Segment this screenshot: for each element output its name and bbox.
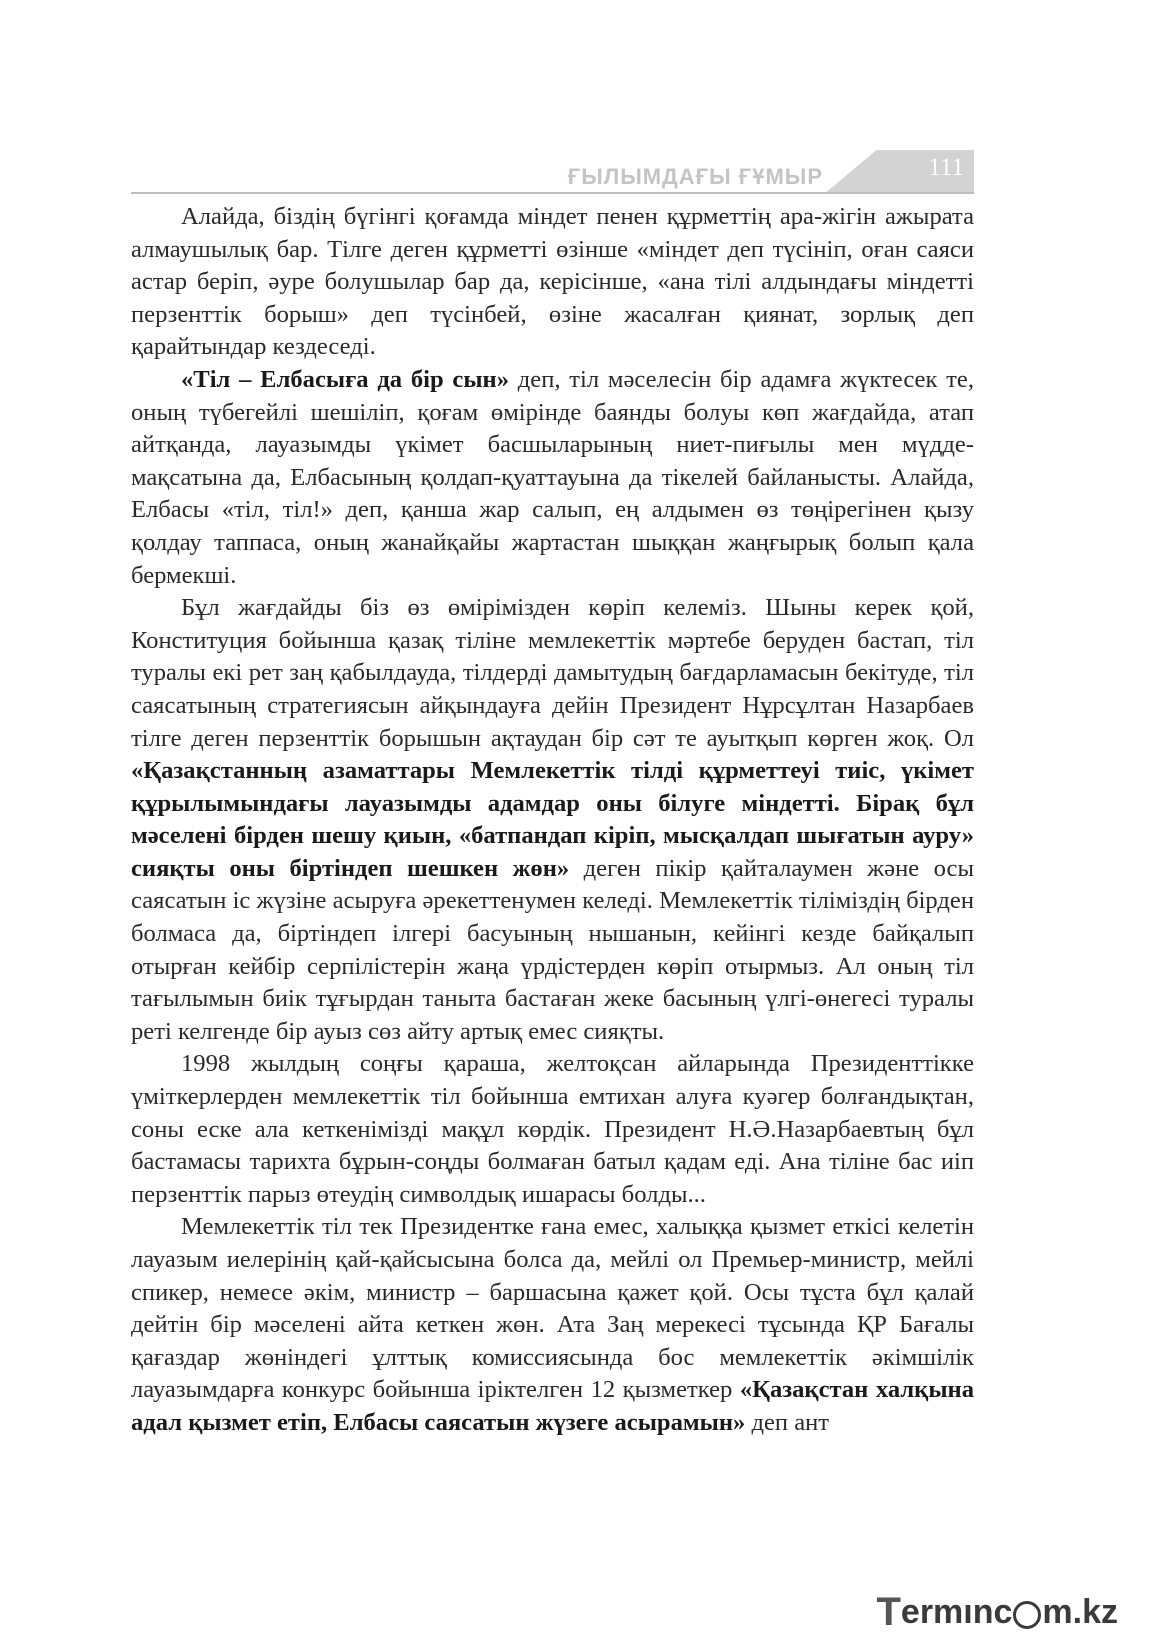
bold-quote: «Қазақстанның азаматтары Мемлекеттік тілді құрметтеуі тиіс, үкімет құрылымындағы лауазымды адамдар оны білуге міндетті. Бірақ бұл мәселені бірден шешу қиын, «батпандап кіріп, мысқалдап шығатын ауру» сияқты оны біртіндеп шешкен жөн»: [131, 757, 974, 882]
text-segment: Мемлекеттік тіл тек Президентке ғана емес, халыққа қызмет еткісі келетін лауазым иелерінің қай-қайсысына болса да, мейлі ол Премьер-министр, мейлі спикер, немесе әкім, министр – баршасына қажет қой. Осы тұста бұл қалай дейтін бір мәселені айта кеткен жөн. Ата Заң мерекесі тұсында ҚР Бағалы қағаздар жөніндегі ұлттық комиссиясында бос мемлекеттік әкімшілік лауазымдарға конкурс бойынша іріктелген 12 қызметкер: [131, 1213, 974, 1404]
text-segment: Алайда, біздің бүгінгі қоғамда міндет пенен құрметтің ара-жігін ажырата алмаушылық бар. Тілге деген құрметті өзінше «міндет деп түсініп, оған саяси астар беріп, әуре болушылар бар да, керісінше, «ана тілі алдындағы міндетті перзенттік борыш» деп түсінбей, өзіне жасалған қиянат, зорлық деп қарайтындар кездеседі.: [131, 203, 974, 361]
paragraph: [131, 592, 974, 1048]
page-number: 111: [928, 154, 964, 181]
paragraph: [131, 201, 974, 364]
paragraph: [131, 1048, 974, 1211]
watermark-part: T: [876, 1590, 901, 1634]
text-segment: Бұл жағдайды біз өз өмірімізден көріп келеміз. Шыны керек қой, Конституция бойынша қазақ тіліне мемлекеттік мәртебе беруден бастап, тіл туралы екі рет заң қабылдауда, тілдерді дамытудың бағдарламасын бекітуде, тіл саясатының стратегиясын айқындауға дейін Президент Нұрсұлтан Назарбаев тілге деген перзенттік борышын ақтаудан бір сәт те ауытқып көрген жоқ. Ол: [131, 594, 974, 752]
running-header: [131, 150, 974, 194]
running-header-title: ҒЫЛЫМДАҒЫ ҒҰМЫР: [567, 164, 823, 189]
text-segment: 1998 жылдың соңғы қараша, желтоқсан айларында Президенттікке үміткерлерден мемлекеттік тіл бойынша емтихан алуға куәгер болғандықтан, соны еске ала кеткенімізді мақұл көрдік. Президент Н.Ә.Назарбаевтың бұл бастамасы тарихта бұрын-соңды болмаған батыл қадам еді. Ана тіліне бас иіп перзенттік парыз өтеудің символдық ишарасы болды...: [131, 1050, 974, 1208]
bold-quote: «Тіл – Елбасыға да бір сын»: [181, 365, 510, 393]
watermark-part: ermınc: [900, 1593, 1013, 1631]
header-rule: [131, 192, 974, 194]
paragraph: [131, 1211, 974, 1439]
watermark-part: m.kz: [1042, 1593, 1118, 1631]
watermark-logo: [876, 1590, 1118, 1635]
text-segment: деп ант: [745, 1408, 830, 1436]
paragraph: [131, 364, 974, 592]
bold-quote: «Қазақстан халқына адал қызмет етіп, Елбасы саясатын жүзеге асырамын»: [131, 1376, 974, 1436]
text-segment: деген пікір қайталаумен және осы саясатын іс жүзіне асыруға әрекеттенумен келеді. Мемлекеттік тіліміздің бірден болмаса да, біртіндеп ілгері басуының нышанын, кейінгі кезде байқалып отырған кейбір серпілістерін жаңа үрдістерден көріп отырмыз. Ал оның тіл тағылымын биік тұғырдан таныта бастаған жеке басының үлгі-өнегесі туралы реті келгенде бір ауыз сөз айту артық емес сияқты.: [131, 854, 974, 1045]
text-segment: деп, тіл мәселесін бір адамға жүктесек те, оның түбегейлі шешіліп, қоғам өмірінде баянды болуы көп жағдайда, атап айтқанда, лауазымды үкімет басшыларының ниет-пиғылы мен мүдде-мақсатына да, Елбасының қолдап-қуаттауына да тікелей байланысты. Алайда, Елбасы «тіл, тіл!» деп, қанша жар салып, ең алдымен өз төңірегінен қызу қолдау таппаса, оның жанайқайы жартастан шыққан жаңғырық болып қала бермекші.: [131, 365, 974, 589]
body-text: [131, 201, 974, 1440]
watermark-o-icon: [1013, 1601, 1041, 1629]
